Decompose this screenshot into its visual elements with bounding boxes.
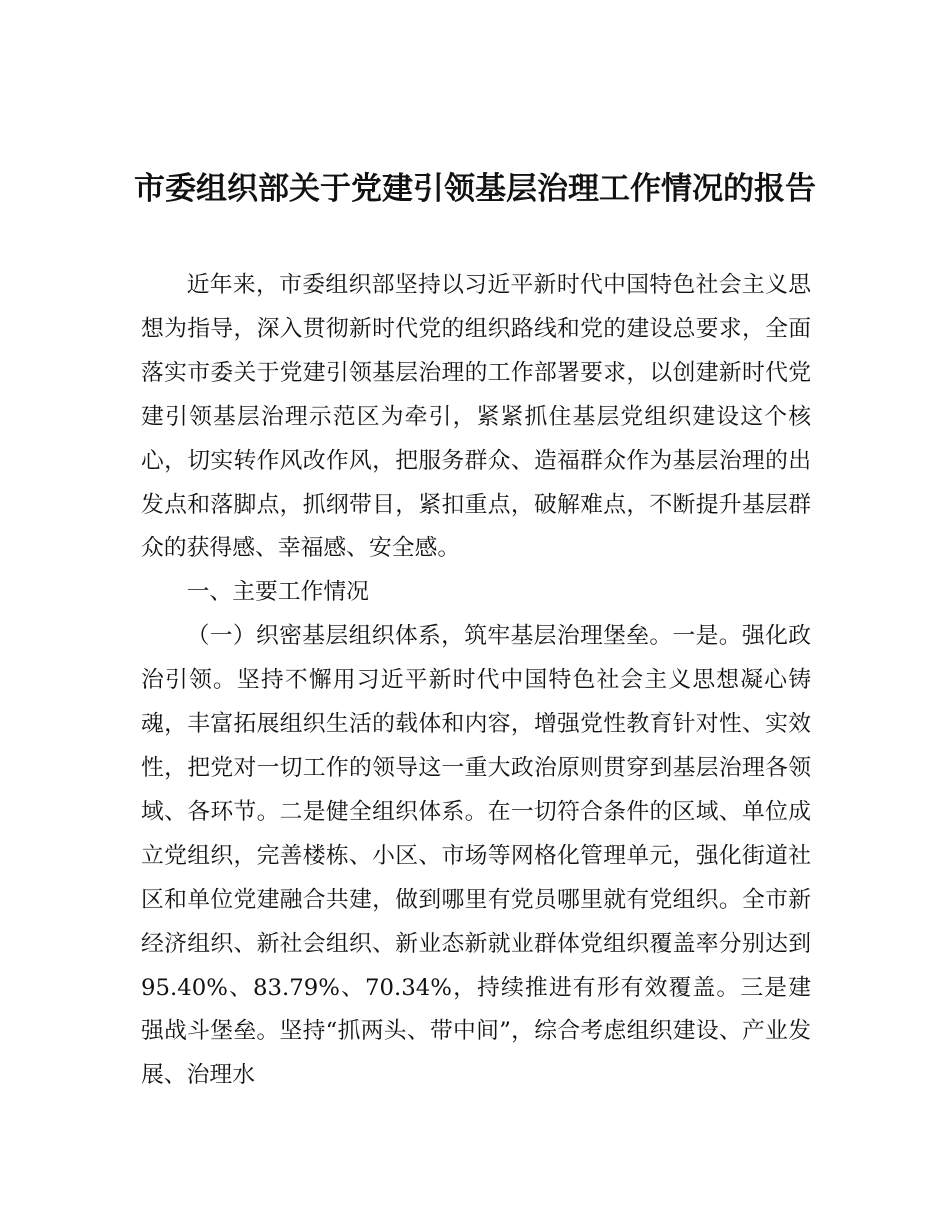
document-title: 市委组织部关于党建引领基层治理工作情况的报告 <box>134 171 816 207</box>
paragraph-intro: 近年来，市委组织部坚持以习近平新时代中国特色社会主义思想为指导，深入贯彻新时代党的组织路线和党的建设总要求，全面落实市委关于党建引领基层治理的工作部署要求，以创建新时代党建引领基层治理示范区为牵引，紧紧抓住基层党组织建设这个核心，切实转作风改作风，把服务群众、造福群众作为基层治理的出发点和落脚点，抓纲带目，紧扣重点，破解难点，不断提升基层群众的获得感、幸福感、安全感。 <box>141 272 811 562</box>
paragraph-subsection-1: （一）织密基层组织体系，筑牢基层治理堡垒。一是。强化政治引领。坚持不懈用习近平新时代中国特色社会主义思想凝心铸魂，丰富拓展组织生活的载体和内容，增强党性教育针对性、实效性，把党对一切工作的领导这一重大政治原则贯穿到基层治理各领域、各环节。二是健全组织体系。在一切符合条件的区域、单位成立党组织，完善楼栋、小区、市场等网格化管理单元，强化街道社区和单位党建融合共建，做到哪里有党员哪里就有党组织。全市新经济组织、新社会组织、新业态新就业群体党组织覆盖率分别达到95.40%、83.79%、70.34%，持续推进有形有效覆盖。三是建强战斗堡垒。坚持“抓两头、带中间”，综合考虑组织建设、产业发展、治理水 <box>141 623 811 1089</box>
section-heading: 一、主要工作情况 <box>186 579 369 606</box>
document-body <box>141 264 811 1098</box>
